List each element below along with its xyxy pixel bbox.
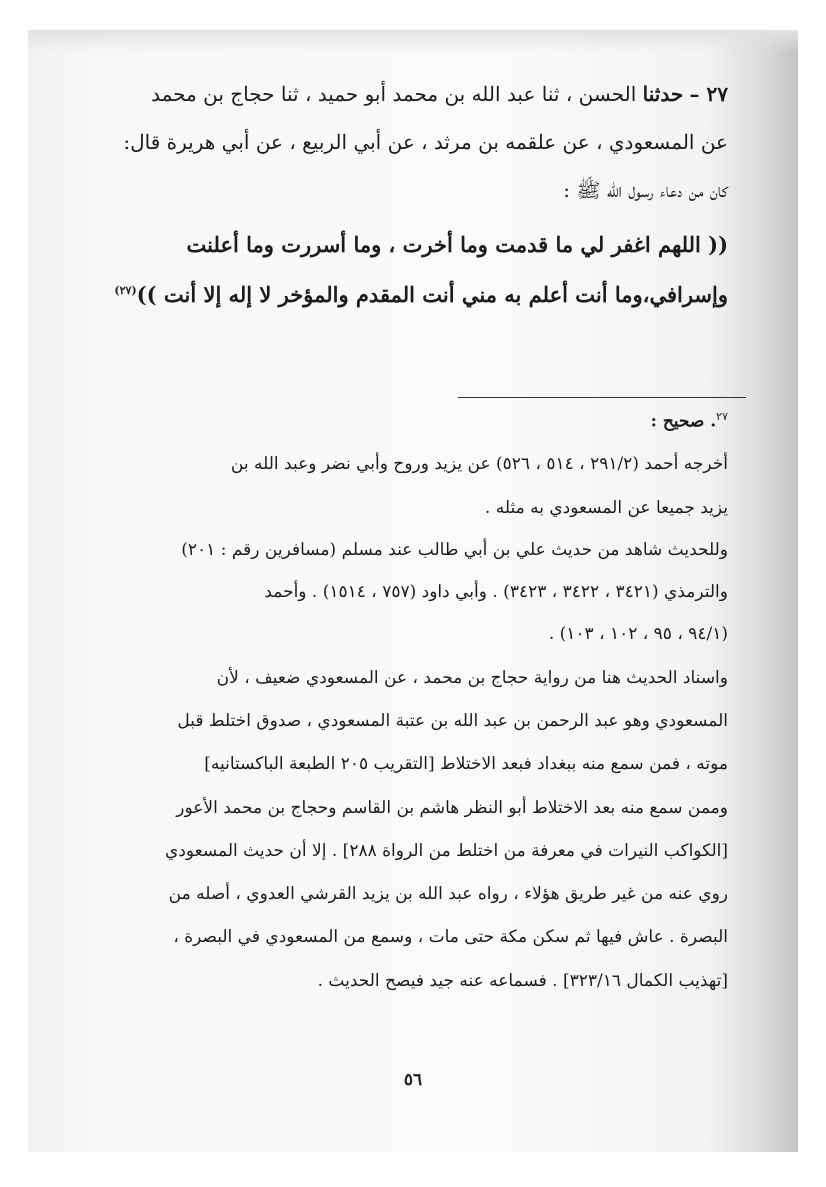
book-page [28,30,798,1152]
hadith-line-1 [151,82,728,106]
footnote-line: أخرجه أحمد (٢٩١/٢ ، ٥١٤ ، ٥٢٦) عن يزيد وروح وأبي نضر وعبد الله بن [230,454,728,474]
hadith-chain-text: الحسن ، ثنا عبد الله بن محمد أبو حميد ، ثنا حجاج بن محمد [151,82,637,106]
footnote-marker: ٢٧ [716,410,728,423]
dua-line-2 [114,282,728,307]
footnote-line: [تهذيب الكمال ٣٢٣/١٦] . فسماعه عنه جيد فيصح الحديث . [317,971,728,991]
footnote-line: [الكواكب النيرات في معرفة من اختلط من الرواة ٢٨٨] . إلا أن حديث المسعودي [165,841,728,861]
footnote-line: البصرة . عاش فيها ثم سكن مكة حتى مات ، وسمع من المسعودي في البصرة ، [173,927,728,947]
footnote-line: موته ، فمن سمع منه ببغداد فبعد الاختلاط [التقريب ٢٠٥ الطبعة الباكستانيه] [204,754,728,774]
footnote-line: والترمذي (٣٤٢١ ، ٣٤٢٢ ، ٣٤٢٣) . وأبي داود (٧٥٧ ، ١٥١٤) . وأحمد [264,582,728,602]
footnote-line: وممن سمع منه بعد الاختلاط أبو النظر هاشم بن القاسم وحجاج بن محمد الأعور [176,798,728,818]
hadith-line-3: كان من دعاء رسول الله ﷺ : [563,178,728,202]
footnote-line: المسعودي وهو عبد الرحمن بن عبد الله بن عتبة المسعودي ، صدوق اختلط قبل [177,711,728,731]
footnote-grade: . صحيح : [650,411,717,432]
footnote-line: وللحديث شاهد من حديث علي بن أبي طالب عند مسلم (مسافرين رقم : ٢٠١) [181,540,728,560]
hadith-number: ٢٧ – [689,82,728,106]
footnote-line: يزيد جميعا عن المسعودي به مثله . [484,498,728,518]
hadith-keyword: حدثنا [642,82,684,106]
footnote-separator [458,397,746,398]
page-number: ٥٦ [403,1070,423,1090]
dua-line-1: (( اللهم اغفر لي ما قدمت وما أخرت ، وما أسررت وما أعلنت [186,232,728,257]
hadith-line-2: عن المسعودي ، عن علقمه بن مرثد ، عن أبي الربيع ، عن أبي هريرة قال: [123,130,728,154]
footnote-line: واسناد الحديث هنا من رواية حجاج بن محمد ، عن المسعودي ضعيف ، لأن [216,668,728,688]
dua-reference-number: (٢٧) [114,284,137,297]
dua-text: وإسرافي،وما أنت أعلم به مني أنت المقدم والمؤخر لا إله إلا أنت )) [136,282,728,307]
footnote-heading [651,410,728,432]
footnote-line: (٩٤/١ ، ٩٥ ، ١٠٢ ، ١٠٣) . [548,624,728,644]
footnote-line: روي عنه من غير طريق هؤلاء ، رواه عبد الله بن يزيد القرشي العدوي ، أصله من [168,884,728,904]
